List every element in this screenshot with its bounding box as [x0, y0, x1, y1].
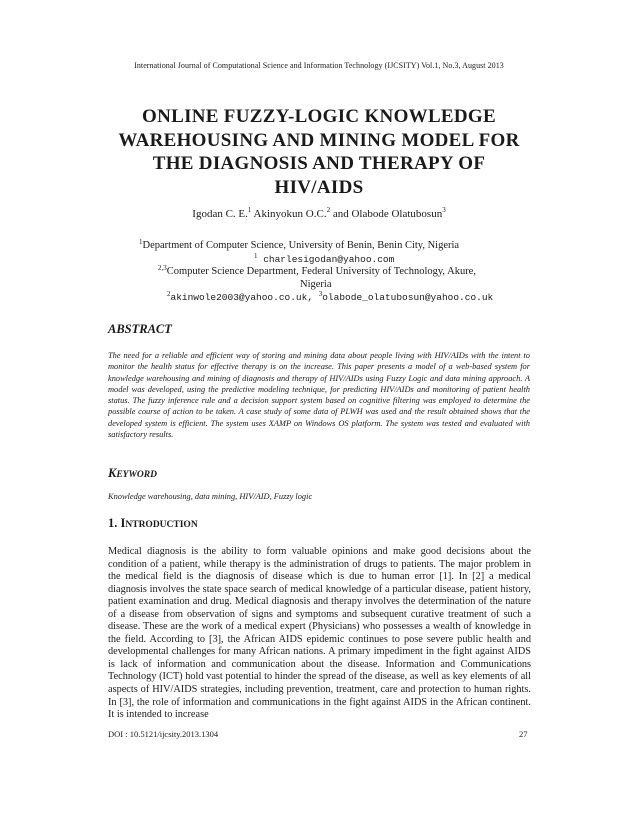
email-1-sup: 1	[254, 252, 258, 260]
introduction-heading	[108, 516, 198, 531]
email-1-text: charlesigodan@yahoo.com	[257, 254, 395, 265]
abstract-text: The need for a reliable and efficient way of storing and mining data about people living with HIV/AIDs with the intent to monitor the health status for effective therapy is on the increase. This paper presents a model of a web-based system for knowledge warehousing and mining of diagnosis and therapy of HIV/AIDs using Fuzzy Logic and data mining approach. A model was developed, using the predictive modeling technique, for predicting HIV/AIDs and monitoring of patient health status. The fuzzy inference rule and a decision support system based on cognitive filtering was employed to determine the possible course of action to be taken. A case study of some data of PLWH was used and the result obtained shows that the developed system is efficient. The system uses XAMP on Windows OS platform. The system was tested and evaluated with satisfactory results.	[108, 351, 530, 440]
title-line-4: HIV/AIDS	[274, 176, 364, 198]
email-3-text: olabode_olatubosun@yahoo.co.uk	[322, 292, 494, 303]
author-3: and Olabode Olatubosun	[330, 208, 443, 220]
affiliation-1-sup: 1	[139, 238, 143, 246]
introduction-text: Medical diagnosis is the ability to form valuable opinions and make good decisions about the condition of a patient, while therapy is the administration of drugs to patients. The major problem in the medical field is the diagnosis of disease which is due to human error [1]. In [2] a medical diagnosis involves the state space search of medical knowledge of a particular disease, patient history, patient examination and drug. Medical diagnosis and therapy involves the determination of the nature of a disease from observation of signs and symptoms and subsequent curative treatment of such a disease. These are the work of a medical expert (Physicians) who possesses a wealth of knowledge in the field. According to [3], the African AIDS epidemic continues to pose severe public health and developmental challenges for many African nations. A primary impediment in the fight against AIDS is lack of information and communication about the disease. Information and Communications Technology (ICT) hold vast potential to hinder the spread of the disease, as well as key elements of all aspects of HIV/AIDS strategies, including prevention, treatment, care and protection to human rights. In [3], the role of information and communications in the fight against AIDS in the African continent. It is intended to increase	[108, 546, 531, 721]
introduction-heading-num: 1. I	[108, 516, 126, 530]
emails-2-3	[167, 292, 493, 303]
title-line-2: WAREHOUSING AND MINING MODEL FOR	[118, 129, 520, 151]
affiliation-1-text: Department of Computer Science, University of Benin, Benin City, Nigeria	[142, 240, 460, 251]
affiliation-2-3-line1: Computer Science Department, Federal University of Technology, Akure,	[166, 266, 476, 277]
keyword-text: Knowledge warehousing, data mining, HIV/AID, Fuzzy logic	[108, 492, 313, 501]
title-line-1: ONLINE FUZZY-LOGIC KNOWLEDGE	[142, 106, 496, 127]
affiliation-1	[139, 240, 459, 251]
keyword-heading	[108, 466, 157, 481]
affiliation-2-3-sup: 2,3	[158, 264, 167, 272]
keyword-heading-cap: K	[108, 466, 117, 480]
email-3-sup: 3	[318, 290, 323, 298]
author-2-sup: 2	[326, 206, 331, 214]
doi-footer: DOI : 10.5121/ijcsity.2013.1304	[108, 729, 219, 739]
page-number: 27	[519, 729, 528, 739]
email-1	[254, 254, 394, 265]
abstract-heading: ABSTRACT	[108, 322, 172, 336]
keyword-heading-rest: EYWORD	[116, 470, 157, 480]
title-line-3: THE DIAGNOSIS AND THERAPY OF	[152, 153, 486, 174]
author-1: Igodan C. E.	[192, 208, 248, 220]
affiliation-2-3	[158, 266, 476, 277]
email-2-sup: 2	[167, 290, 171, 298]
email-2-text: akinwole2003@yahoo.co.uk,	[170, 292, 319, 303]
journal-header: International Journal of Computational Science and Information Technology (IJCSITY) Vol.1, No.3, August 2013	[134, 61, 504, 70]
author-3-sup: 3	[442, 206, 446, 214]
affiliation-2-3-line2: Nigeria	[300, 279, 332, 290]
paper-title	[60, 105, 578, 199]
author-list	[0, 208, 638, 220]
introduction-heading-rest: NTRODUCTION	[125, 520, 198, 530]
author-2: Akinyokun O.C.	[251, 208, 327, 220]
author-1-sup: 1	[247, 206, 252, 214]
